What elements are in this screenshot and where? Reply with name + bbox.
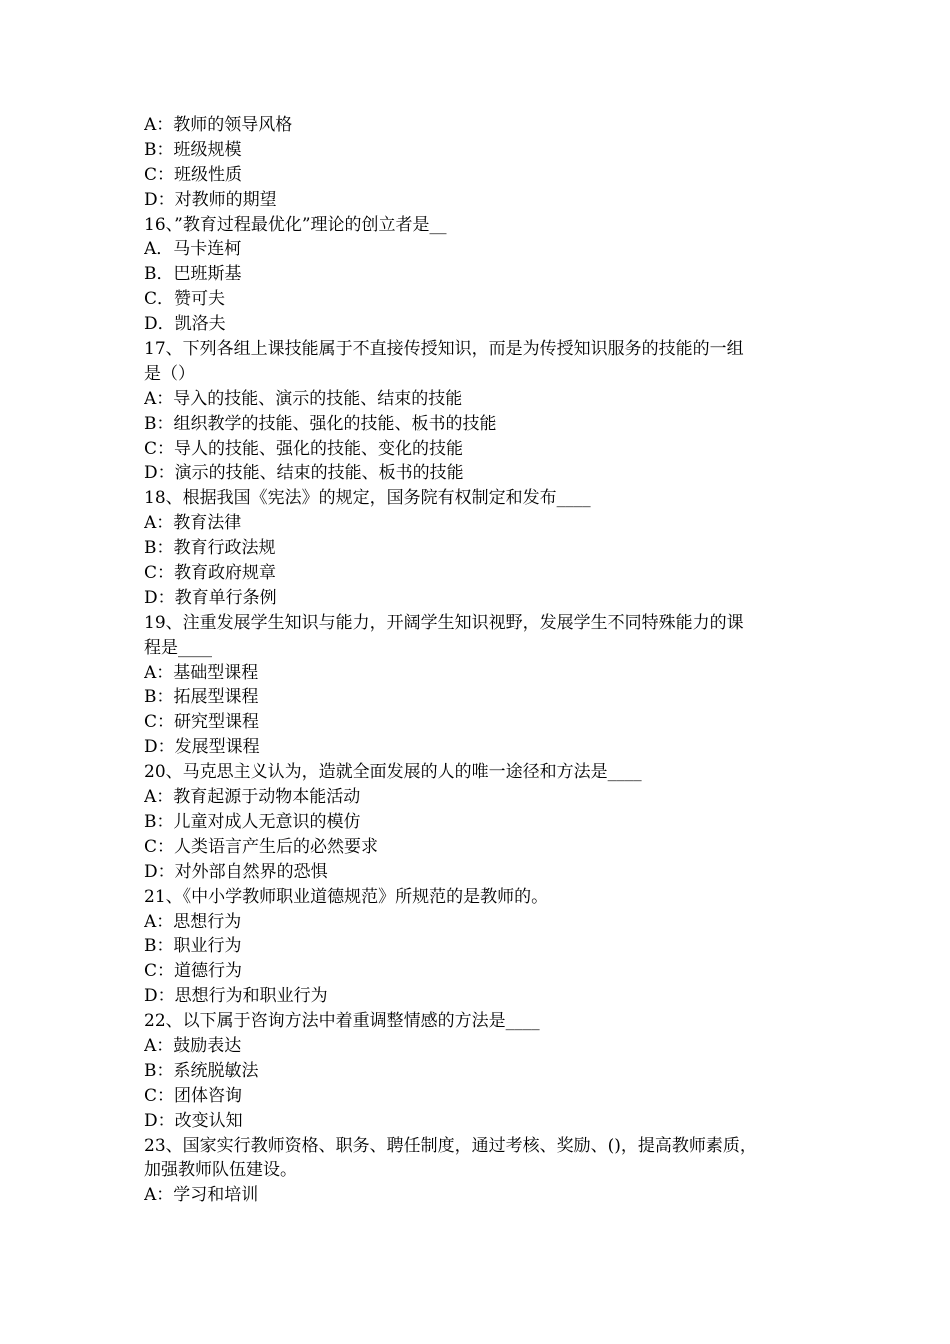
question-line: 20、马克思主义认为，造就全面发展的人的唯一途径和方法是____ <box>144 762 642 783</box>
question-line: 18、根据我国《宪法》的规定，国务院有权制定和发布____ <box>144 488 591 509</box>
question-line: 19、注重发展学生知识与能力，开阔学生知识视野，发展学生不同特殊能力的课 <box>144 612 744 633</box>
text-line: C：人类语言产生后的必然要求 <box>144 836 379 857</box>
text-line: D：发展型课程 <box>144 737 260 758</box>
text-line: C：道德行为 <box>144 961 243 982</box>
text-line: A：鼓励表达 <box>144 1035 242 1056</box>
text-line: A：学习和培训 <box>144 1185 259 1206</box>
question-line: 21、《中小学教师职业道德规范》所规范的是教师的。 <box>144 886 549 907</box>
text-line: C：导人的技能、强化的技能、变化的技能 <box>144 438 464 459</box>
question-line: 是（） <box>144 363 195 384</box>
text-line: C：班级性质 <box>144 164 243 185</box>
question-line: 23、国家实行教师资格、职务、聘任制度，通过考核、奖励、()，提高教师素质， <box>144 1135 757 1156</box>
text-line: A．马卡连柯 <box>144 239 242 260</box>
text-line: D：思想行为和职业行为 <box>144 986 328 1007</box>
question-line: 17、下列各组上课技能属于不直接传授知识，而是为传授知识服务的技能的一组 <box>144 339 744 360</box>
text-line: B：教育行政法规 <box>144 538 276 559</box>
text-line: D：对教师的期望 <box>144 189 277 210</box>
text-line: B：职业行为 <box>144 936 242 957</box>
document-page <box>144 113 809 1208</box>
question-line: 22、以下属于咨询方法中着重调整情感的方法是____ <box>144 1011 540 1032</box>
question-line: 16、”教育过程最优化”理论的创立者是__ <box>144 214 447 235</box>
text-line: A：教育起源于动物本能活动 <box>144 787 361 808</box>
text-line: C：团体咨询 <box>144 1085 243 1106</box>
question-line: 程是____ <box>144 637 212 658</box>
text-line: B：组织教学的技能、强化的技能、板书的技能 <box>144 413 497 434</box>
text-line: A：思想行为 <box>144 911 242 932</box>
text-line: C．赞可夫 <box>144 289 226 310</box>
text-line: D．凯洛夫 <box>144 314 226 335</box>
text-line: B：系统脱敏法 <box>144 1060 259 1081</box>
text-line: A：基础型课程 <box>144 662 259 683</box>
text-line: A：教师的领导风格 <box>144 115 293 135</box>
text-line: B：拓展型课程 <box>144 687 259 708</box>
text-line: C：研究型课程 <box>144 712 260 733</box>
text-line: B：儿童对成人无意识的模仿 <box>144 811 361 832</box>
text-line: C：教育政府规章 <box>144 563 277 584</box>
text-line: B：班级规模 <box>144 139 242 160</box>
text-line: A：导入的技能、演示的技能、结束的技能 <box>144 388 463 409</box>
text-line: D：改变认知 <box>144 1110 243 1131</box>
text-line: A：教育法律 <box>144 513 242 534</box>
text-line: B．巴班斯基 <box>144 264 242 285</box>
question-line: 加强教师队伍建设。 <box>144 1160 297 1181</box>
text-line: D：教育单行条例 <box>144 587 277 608</box>
text-line: D：对外部自然界的恐惧 <box>144 861 328 882</box>
text-line: D：演示的技能、结束的技能、板书的技能 <box>144 463 464 484</box>
